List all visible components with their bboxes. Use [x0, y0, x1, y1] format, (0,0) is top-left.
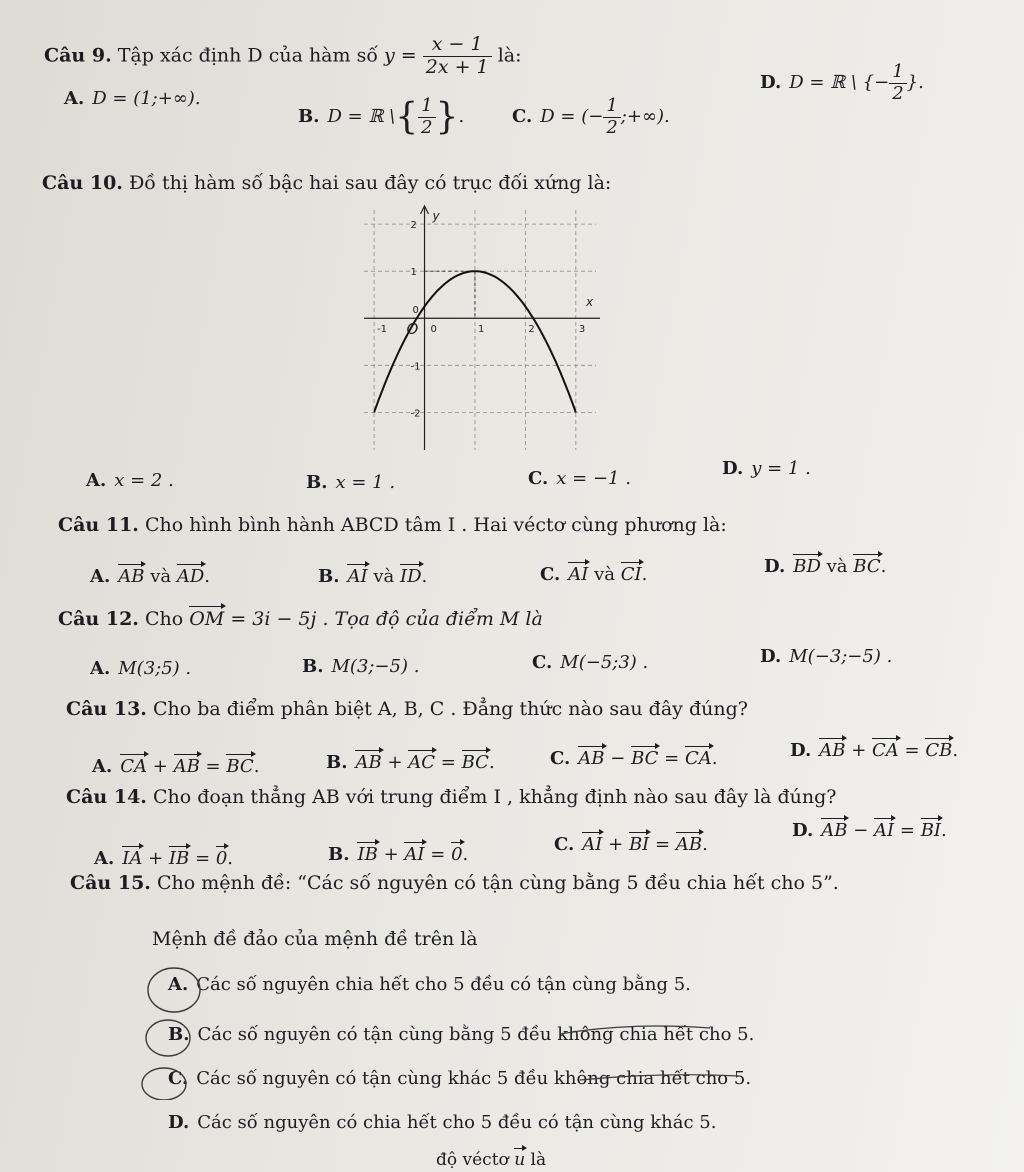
q11-option-b[interactable]: [318, 566, 427, 587]
option-text: Các số nguyên chia hết cho 5 đều có tận cùng bằng 5.: [196, 974, 691, 995]
option-label: C.: [550, 748, 571, 769]
option-label: C.: [554, 834, 575, 855]
option-tail: .: [227, 848, 233, 869]
origin-label: O: [406, 320, 419, 339]
operator: −: [610, 748, 626, 769]
question-15-text: Cho mệnh đề: “Các số nguyên có tận cùng bằng 5 đều chia hết cho 5”.: [156, 872, 839, 894]
vector-term: IA: [122, 848, 143, 869]
option-tail: .: [880, 556, 887, 577]
equals-sign: =: [205, 756, 221, 777]
question-9-fn-lhs: y =: [384, 44, 417, 67]
question-15-prompt: [70, 872, 839, 894]
option-label: C.: [540, 564, 561, 585]
vector-term: AI: [404, 844, 425, 865]
vector-term: AB: [173, 756, 200, 777]
option-label: A.: [86, 470, 107, 491]
option-label: B.: [306, 472, 328, 493]
q10-option-b[interactable]: [306, 472, 395, 493]
option-tail: .: [488, 752, 495, 773]
option-label: B.: [318, 566, 340, 587]
vector-term: BI: [628, 834, 650, 855]
equals-sign: =: [904, 740, 920, 761]
option-text: x = −1 .: [556, 468, 631, 489]
underline-mark: [580, 1075, 740, 1080]
option-tail: .: [421, 566, 428, 587]
option-text: M(−5;3) .: [560, 652, 649, 673]
fraction-numerator: 1: [418, 96, 435, 118]
vector-term: u: [514, 1150, 526, 1170]
vector-term: ID: [399, 566, 422, 587]
question-9-number: Câu 9.: [44, 44, 112, 67]
option-text: M(−3;−5) .: [789, 646, 893, 667]
fraction-numerator: 1: [603, 96, 620, 118]
vector-term: AB: [355, 752, 382, 773]
option-label: D.: [760, 72, 782, 94]
option-text: x = 2 .: [114, 470, 174, 491]
option-label: B.: [298, 106, 320, 128]
option-label: D.: [790, 740, 812, 761]
circle-a-mark: [148, 968, 200, 1012]
option-label: D.: [168, 1112, 190, 1133]
q13-option-c[interactable]: [550, 748, 718, 769]
q14-option-b[interactable]: [328, 844, 468, 865]
q9-option-a[interactable]: [64, 88, 201, 109]
vector-term: CA: [872, 740, 899, 761]
vector-term: BC: [853, 556, 881, 577]
vector-term: BC: [226, 756, 254, 777]
connector: và: [150, 566, 172, 587]
x-tick-label: 0: [430, 324, 437, 336]
vector-term: BD: [793, 556, 821, 577]
vector-term: BI: [920, 820, 942, 841]
option-text: D = ℝ \: [327, 106, 396, 128]
next-question-partial: [436, 1150, 546, 1170]
vector-term: AD: [176, 566, 205, 587]
question-12-equation: = 3i − 5j . Tọa độ của điểm M là: [230, 608, 543, 630]
vector-term: BC: [631, 748, 659, 769]
question-13-text: Cho ba điểm phân biệt A, B, C . Đẳng thức nào sau đây đúng?: [152, 698, 748, 720]
option-label: C.: [532, 652, 553, 673]
option-tail: .: [462, 844, 469, 865]
q10-option-a[interactable]: [86, 470, 174, 491]
q12-option-d[interactable]: [760, 646, 892, 667]
connector: và: [826, 556, 848, 577]
option-tail: .: [641, 564, 648, 585]
q13-option-b[interactable]: [326, 752, 495, 773]
option-tail: ;+∞).: [620, 106, 670, 128]
q14-option-a[interactable]: [94, 848, 233, 869]
option-tail: .: [952, 740, 959, 761]
option-text: x = 1 .: [335, 472, 396, 493]
question-9-fraction: [423, 34, 492, 79]
option-text: M(3;5) .: [118, 658, 192, 679]
y-tick-label: 2: [410, 220, 417, 232]
y-tick-label: 0: [412, 305, 419, 317]
option-label: D.: [760, 646, 782, 667]
x-tick-label: 1: [477, 324, 485, 336]
q12-option-a[interactable]: [90, 658, 191, 679]
fraction-denominator: 2: [421, 116, 433, 138]
vector-term: AB: [118, 566, 145, 587]
option-tail: .: [711, 748, 718, 769]
vector-term: 0: [451, 844, 463, 865]
fraction-numerator: 1: [889, 62, 906, 84]
vector-term: AI: [568, 564, 589, 585]
q9-option-d[interactable]: [760, 62, 924, 104]
question-10-text: Đồ thị hàm số bậc hai sau đây có trục đối xứng là:: [128, 172, 612, 194]
vector-term: AC: [408, 752, 436, 773]
operator: +: [383, 844, 399, 865]
option-tail: .: [702, 834, 708, 855]
question-9-text: Tập xác định D của hàm số: [117, 44, 378, 67]
vector-term: BC: [461, 752, 489, 773]
question-13-number: Câu 13.: [66, 698, 147, 720]
q11-option-a[interactable]: [90, 566, 210, 587]
circle-b-mark: [146, 1020, 190, 1056]
circle-c-mark: [142, 1068, 189, 1100]
x-tick-label: 3: [578, 324, 586, 336]
option-label: D.: [764, 556, 786, 577]
question-12-text: Cho: [144, 608, 184, 630]
vector-term: IB: [357, 844, 378, 865]
question-12-number: Câu 12.: [58, 608, 139, 630]
q10-option-c[interactable]: [528, 468, 631, 489]
option-tail: .: [941, 820, 947, 841]
q13-option-d[interactable]: [790, 740, 958, 761]
question-10-prompt: [42, 172, 611, 194]
equals-sign: =: [664, 748, 680, 769]
option-label: C.: [528, 468, 549, 489]
option-label: A.: [168, 974, 189, 995]
q11-option-c[interactable]: [540, 564, 647, 585]
option-tail: .: [253, 756, 260, 777]
question-13-prompt: [66, 698, 748, 720]
underline-mark: [560, 1026, 710, 1034]
vector-term: IB: [168, 848, 190, 869]
operator: +: [148, 848, 164, 869]
vector-term: CI: [620, 564, 642, 585]
question-11-prompt: [58, 514, 727, 536]
q14-option-d[interactable]: [792, 820, 947, 841]
fraction-denominator: 2: [892, 82, 904, 104]
question-9-prompt: [44, 34, 522, 79]
vector-term: OM: [189, 608, 225, 630]
operator: +: [387, 752, 403, 773]
option-label: A.: [94, 848, 115, 869]
x-tick-label: 2: [528, 324, 535, 336]
option-text: D = (1;+∞).: [92, 88, 201, 109]
x-axis-label: x: [586, 295, 594, 310]
option-text: D = (−: [540, 106, 604, 128]
q14-option-c[interactable]: [554, 834, 708, 855]
option-label: A.: [64, 88, 85, 109]
y-axis-label: y: [432, 209, 440, 223]
operator: −: [853, 820, 869, 841]
option-label: C.: [512, 106, 533, 128]
question-14-number: Câu 14.: [66, 786, 147, 808]
vector-term: AI: [582, 834, 603, 855]
operator: +: [851, 740, 867, 761]
option-label: B.: [302, 656, 324, 677]
vector-term: AI: [347, 566, 368, 587]
question-15-number: Câu 15.: [70, 872, 151, 894]
q15-option-d[interactable]: [168, 1112, 716, 1133]
option-label: B.: [168, 1024, 190, 1045]
option-text: Các số nguyên có chia hết cho 5 đều có tận cùng khác 5.: [197, 1112, 717, 1133]
option-tail: .: [458, 106, 465, 128]
fraction-denominator: 2x + 1: [425, 55, 489, 78]
parabola-graph: [350, 200, 610, 460]
vector-term: AB: [675, 834, 703, 855]
q12-option-c[interactable]: [532, 652, 648, 673]
option-label: A.: [90, 566, 111, 587]
option-label: D.: [792, 820, 814, 841]
vector-term: CA: [684, 748, 712, 769]
option-text: Các số nguyên có tận cùng khác 5 đều không chia hết cho 5.: [196, 1068, 752, 1089]
y-tick-label: -1: [410, 361, 421, 373]
question-11-text: Cho hình bình hành ABCD tâm I . Hai véctơ cùng phương là:: [144, 514, 727, 536]
operator: +: [152, 756, 168, 777]
option-label: A.: [90, 658, 111, 679]
vector-term: AB: [578, 748, 605, 769]
operator: +: [608, 834, 624, 855]
connector: và: [594, 564, 616, 585]
option-text: M(3;−5) .: [331, 656, 420, 677]
parabola-curve: [374, 271, 576, 412]
vector-term: CB: [925, 740, 953, 761]
equals-sign: =: [655, 834, 671, 855]
option-tail: }.: [906, 72, 924, 94]
q9-option-c[interactable]: [512, 96, 670, 138]
q12-option-b[interactable]: [302, 656, 419, 677]
equals-sign: =: [899, 820, 915, 841]
equals-sign: =: [194, 848, 211, 869]
vector-term: AB: [819, 740, 846, 761]
option-label: A.: [92, 756, 113, 777]
question-12-prompt: [58, 608, 543, 630]
option-label: C.: [168, 1068, 189, 1089]
question-11-number: Câu 11.: [58, 514, 139, 536]
partial-text: độ véctơ: [436, 1150, 509, 1170]
y-tick-label: -2: [410, 408, 421, 420]
q9-option-b[interactable]: B. D = ℝ \{ $\frac{1}{2}$ }.: [298, 95, 465, 138]
q11-option-d[interactable]: [764, 556, 886, 577]
option-text: y = 1 .: [751, 458, 811, 479]
x-tick-label: -1: [377, 324, 388, 336]
question-10-number: Câu 10.: [42, 172, 123, 194]
question-15-subprompt: Mệnh đề đảo của mệnh đề trên là: [152, 928, 478, 950]
vector-term: CA: [120, 756, 148, 777]
vector-term: AB: [821, 820, 848, 841]
y-tick-label: 1: [410, 267, 417, 279]
partial-tail: là: [530, 1150, 547, 1170]
q10-option-d[interactable]: [722, 458, 811, 479]
question-14-text: Cho đoạn thẳng AB với trung điểm I , khẳng định nào sau đây là đúng?: [152, 786, 837, 808]
option-tail: .: [204, 566, 211, 587]
option-label: B.: [328, 844, 350, 865]
question-9-tail: là:: [497, 44, 522, 67]
connector: và: [373, 566, 395, 587]
pen-annotations: [140, 960, 800, 1100]
vector-term: 0: [215, 848, 228, 869]
fraction-denominator: 2: [606, 116, 618, 138]
option-label: D.: [722, 458, 744, 479]
equals-sign: =: [440, 752, 456, 773]
option-label: B.: [326, 752, 348, 773]
option-text: Các số nguyên có tận cùng bằng 5 đều không chia hết cho 5.: [197, 1024, 755, 1045]
fraction-numerator: x − 1: [423, 34, 492, 57]
question-14-prompt: [66, 786, 836, 808]
vector-term: AI: [874, 820, 895, 841]
equals-sign: =: [430, 844, 446, 865]
option-text: D = ℝ \ {−: [789, 72, 890, 94]
q13-option-a[interactable]: [92, 756, 259, 777]
